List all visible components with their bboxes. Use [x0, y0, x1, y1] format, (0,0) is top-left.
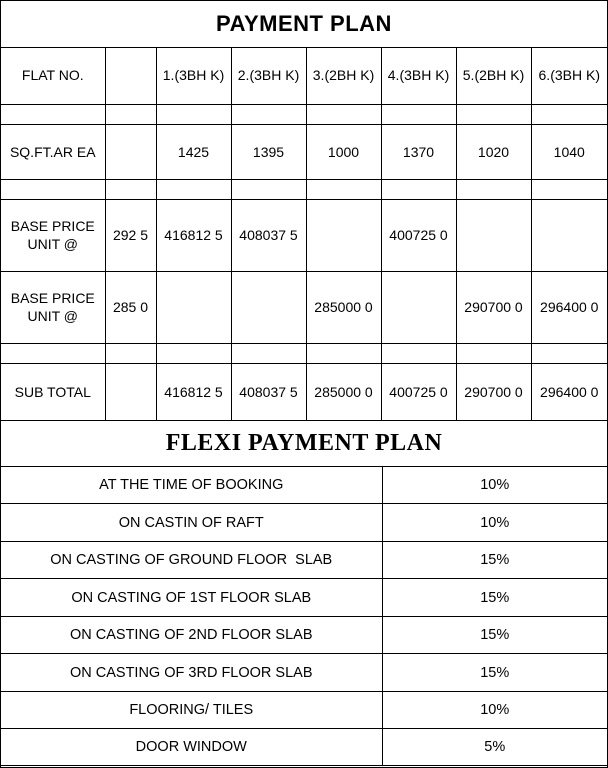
- table-row: [1, 579, 607, 617]
- base-price-label: BASE PRICE UNIT @: [1, 271, 105, 343]
- price-cell: [381, 271, 456, 343]
- stage-percent: 15%: [382, 579, 607, 617]
- table-row: [1, 199, 607, 271]
- subtotal-value: 290700 0: [456, 363, 531, 420]
- empty-cell: [105, 124, 156, 179]
- table-row: [1, 504, 607, 542]
- base-price-label: BASE PRICE UNIT @: [1, 199, 105, 271]
- price-cell: [306, 199, 381, 271]
- stage-label: DOOR WINDOW: [1, 729, 382, 766]
- area-label: SQ.FT.AR EA: [1, 124, 105, 179]
- payment-plan-title: PAYMENT PLAN: [1, 1, 607, 48]
- price-cell: [531, 199, 607, 271]
- payment-plan-table: [1, 47, 607, 421]
- table-row: [1, 363, 607, 420]
- price-cell: 290700 0: [456, 271, 531, 343]
- price-cell: [156, 271, 231, 343]
- table-row: [1, 47, 607, 104]
- stage-percent: 15%: [382, 542, 607, 579]
- flat-header: 5.(2BH K): [456, 47, 531, 104]
- subtotal-value: 285000 0: [306, 363, 381, 420]
- empty-cell: [105, 363, 156, 420]
- subtotal-value: 416812 5: [156, 363, 231, 420]
- base-rate: 292 5: [105, 199, 156, 271]
- empty-cell: [105, 47, 156, 104]
- flat-header: 3.(2BH K): [306, 47, 381, 104]
- area-value: 1040: [531, 124, 607, 179]
- area-value: 1425: [156, 124, 231, 179]
- flat-header: 2.(3BH K): [231, 47, 306, 104]
- stage-label: ON CASTING OF 3RD FLOOR SLAB: [1, 654, 382, 692]
- flat-header: 1.(3BH K): [156, 47, 231, 104]
- subtotal-value: 408037 5: [231, 363, 306, 420]
- stage-percent: 10%: [382, 504, 607, 542]
- price-cell: 285000 0: [306, 271, 381, 343]
- stage-percent: 15%: [382, 654, 607, 692]
- area-value: 1395: [231, 124, 306, 179]
- stage-label: ON CASTING OF GROUND FLOOR SLAB: [1, 542, 382, 579]
- spacer-row: [1, 179, 607, 199]
- flexi-plan-table: [1, 467, 607, 767]
- flat-no-label: FLAT NO.: [1, 47, 105, 104]
- area-value: 1370: [381, 124, 456, 179]
- table-row: [1, 271, 607, 343]
- subtotal-value: 296400 0: [531, 363, 607, 420]
- stage-percent: 5%: [382, 729, 607, 766]
- area-value: 1020: [456, 124, 531, 179]
- stage-label: ON CASTING OF 2ND FLOOR SLAB: [1, 617, 382, 654]
- table-row: [1, 542, 607, 579]
- table-row: [1, 467, 607, 504]
- flat-header: 6.(3BH K): [531, 47, 607, 104]
- flexi-plan-title: FLEXI PAYMENT PLAN: [1, 421, 607, 467]
- table-row: [1, 729, 607, 766]
- table-row: [1, 692, 607, 729]
- base-rate: 285 0: [105, 271, 156, 343]
- stage-label: ON CASTING OF 1ST FLOOR SLAB: [1, 579, 382, 617]
- stage-label: ON CASTIN OF RAFT: [1, 504, 382, 542]
- area-value: 1000: [306, 124, 381, 179]
- subtotal-value: 400725 0: [381, 363, 456, 420]
- price-cell: 416812 5: [156, 199, 231, 271]
- stage-percent: 10%: [382, 692, 607, 729]
- price-cell: [456, 199, 531, 271]
- spacer-row: [1, 104, 607, 124]
- price-cell: 400725 0: [381, 199, 456, 271]
- subtotal-label: SUB TOTAL: [1, 363, 105, 420]
- spacer-row: [1, 343, 607, 363]
- stage-percent: 15%: [382, 617, 607, 654]
- stage-percent: 10%: [382, 467, 607, 504]
- table-row: [1, 124, 607, 179]
- price-cell: 296400 0: [531, 271, 607, 343]
- table-row: [1, 654, 607, 692]
- price-cell: 408037 5: [231, 199, 306, 271]
- flat-header: 4.(3BH K): [381, 47, 456, 104]
- price-cell: [231, 271, 306, 343]
- stage-label: FLOORING/ TILES: [1, 692, 382, 729]
- table-row: [1, 617, 607, 654]
- stage-label: AT THE TIME OF BOOKING: [1, 467, 382, 504]
